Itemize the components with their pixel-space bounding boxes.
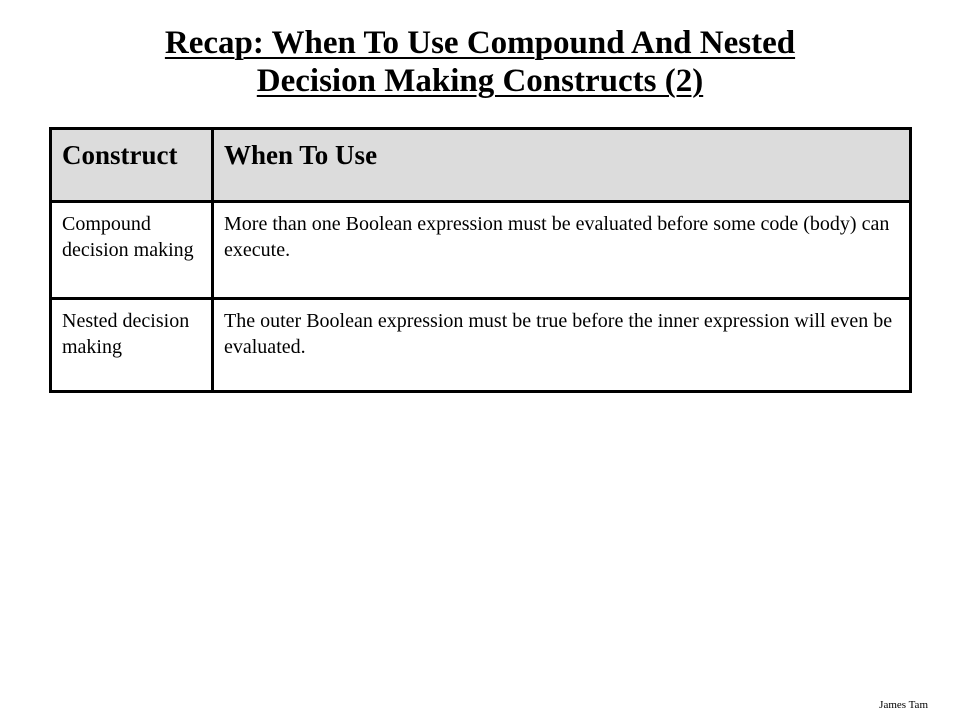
table-header-row bbox=[51, 129, 911, 202]
table-row bbox=[51, 202, 911, 299]
table-row bbox=[51, 299, 911, 392]
header-construct: Construct bbox=[51, 129, 213, 202]
slide-title bbox=[0, 24, 960, 100]
when-to-use-cell: More than one Boolean expression must be evaluated before some code (body) can execute. bbox=[213, 202, 911, 299]
constructs-table-container bbox=[49, 127, 909, 393]
header-when-to-use: When To Use bbox=[213, 129, 911, 202]
construct-cell: Nested decision making bbox=[51, 299, 213, 392]
author-footer: James Tam bbox=[879, 699, 928, 711]
construct-cell: Compound decision making bbox=[51, 202, 213, 299]
slide-title-line-2: Decision Making Constructs (2) bbox=[256, 63, 704, 99]
when-to-use-cell: The outer Boolean expression must be true before the inner expression will even be evaluated. bbox=[213, 299, 911, 392]
slide-title-line-1: Recap: When To Use Compound And Nested bbox=[164, 25, 796, 61]
constructs-table bbox=[49, 127, 912, 393]
